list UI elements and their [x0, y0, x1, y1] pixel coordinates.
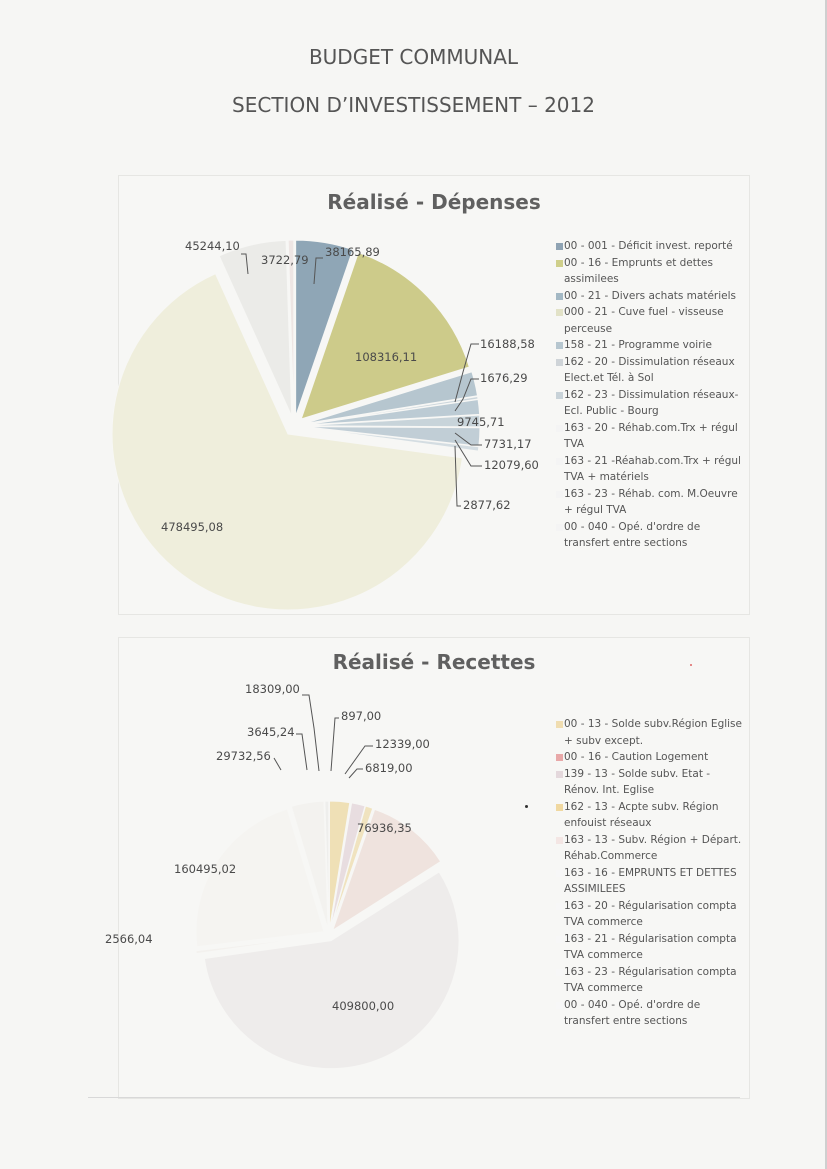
legend-label: 163 - 23 - Réhab. com. M.Oeuvre + régul TVA — [564, 487, 738, 516]
legend-swatch — [556, 969, 563, 976]
data-label: 29732,56 — [216, 749, 271, 763]
legend-label: 00 - 16 - Emprunts et dettes assimilees — [564, 256, 713, 285]
legend-swatch — [556, 1002, 563, 1009]
legend-swatch — [556, 870, 563, 877]
legend-item — [556, 749, 746, 766]
legend-item — [556, 865, 746, 898]
legend-item — [556, 799, 746, 832]
legend-item — [556, 486, 746, 519]
legend-swatch — [556, 837, 563, 844]
chart-title-depenses: Réalisé - Dépenses — [327, 190, 541, 214]
data-label: 897,00 — [341, 709, 382, 723]
leader-line — [296, 734, 307, 770]
data-label: 12339,00 — [375, 737, 430, 751]
legend-item — [556, 997, 746, 1030]
legend-item — [556, 255, 746, 288]
data-label: 2877,62 — [463, 498, 511, 512]
bottom-rule — [88, 1097, 740, 1098]
legend-item — [556, 387, 746, 420]
data-label: 409800,00 — [332, 999, 395, 1013]
legend-item — [556, 519, 746, 552]
legend-swatch — [556, 260, 563, 267]
chart-panel-depenses — [118, 175, 750, 615]
leader-line — [302, 695, 319, 771]
legend-label: 163 - 13 - Subv. Région + Départ. Réhab.Commerce — [564, 833, 742, 862]
legend-label: 00 - 13 - Solde subv.Région Eglise + subv except. — [564, 718, 742, 747]
legend-swatch — [556, 754, 563, 761]
legend-item — [556, 832, 746, 865]
legend-swatch — [556, 392, 563, 399]
legend-swatch — [556, 309, 563, 316]
legend-item — [556, 766, 746, 799]
data-label: 3645,24 — [247, 725, 295, 739]
legend-label: 163 - 20 - Réhab.com.Trx + régul TVA — [564, 421, 738, 450]
legend-swatch — [556, 804, 563, 811]
legend-label: 00 - 040 - Opé. d'ordre de transfert entre sections — [564, 520, 701, 549]
data-label: 7731,17 — [484, 437, 532, 451]
legend-label: 163 - 20 - Régularisation compta TVA commerce — [564, 899, 737, 928]
data-label: 6819,00 — [365, 761, 413, 775]
legend-item — [556, 716, 746, 749]
page-title: BUDGET COMMUNAL — [308, 45, 519, 69]
legend-recettes — [556, 716, 746, 1030]
legend-swatch — [556, 524, 563, 531]
legend-item — [556, 337, 746, 354]
leader-line — [274, 758, 281, 770]
legend-label: 139 - 13 - Solde subv. Etat - Rénov. Int. Eglise — [564, 767, 711, 796]
legend-depenses — [556, 238, 746, 552]
page-subtitle: SECTION D’INVESTISSEMENT – 2012 — [232, 93, 595, 117]
legend-label: 000 - 21 - Cuve fuel - visseuse perceuse — [564, 306, 724, 335]
legend-swatch — [556, 293, 563, 300]
legend-swatch — [556, 771, 563, 778]
legend-label: 00 - 040 - Opé. d'ordre de transfert entre sections — [564, 998, 701, 1027]
legend-swatch — [556, 721, 563, 728]
data-label: 12079,60 — [484, 458, 539, 472]
legend-label: 158 - 21 - Programme voirie — [564, 339, 712, 351]
legend-label: 162 - 23 - Dissimulation réseaux- Ecl. Public - Bourg — [564, 388, 739, 417]
data-label: 9745,71 — [457, 415, 505, 429]
legend-label: 163 - 21 - Régularisation compta TVA commerce — [564, 932, 737, 961]
data-label: 76936,35 — [357, 821, 412, 835]
legend-item — [556, 931, 746, 964]
data-label: 16188,58 — [480, 337, 535, 351]
legend-item — [556, 453, 746, 486]
data-label: 160495,02 — [174, 862, 237, 876]
data-label: 2566,04 — [105, 932, 153, 946]
legend-label: 00 - 001 - Déficit invest. reporté — [564, 240, 733, 252]
stray-speck — [690, 664, 692, 666]
data-label: 3722,79 — [261, 253, 309, 267]
legend-label: 163 - 21 -Réahab.com.Trx + régul TVA + matériels — [564, 454, 741, 483]
data-label: 108316,11 — [355, 350, 418, 364]
legend-label: 00 - 21 - Divers achats matériels — [564, 289, 736, 302]
legend-swatch — [556, 491, 563, 498]
legend-item — [556, 898, 746, 931]
leader-line — [331, 718, 339, 771]
legend-item — [556, 304, 746, 337]
data-label: 18309,00 — [245, 682, 300, 696]
data-label: 478495,08 — [161, 520, 224, 534]
data-label: 38165,89 — [325, 245, 380, 259]
data-label: 45244,10 — [185, 239, 240, 253]
legend-item — [556, 964, 746, 997]
legend-label: 00 - 16 - Caution Logement — [564, 751, 709, 763]
legend-item — [556, 354, 746, 387]
chart-title-recettes: Réalisé - Recettes — [332, 650, 536, 674]
legend-item — [556, 238, 746, 255]
chart-panel-recettes — [105, 637, 750, 1099]
legend-swatch — [556, 243, 563, 250]
data-label: 1676,29 — [480, 371, 528, 385]
legend-swatch — [556, 458, 563, 465]
legend-swatch — [556, 936, 563, 943]
legend-swatch — [556, 425, 563, 432]
legend-label: 162 - 13 - Acpte subv. Région enfouist réseaux — [564, 800, 719, 829]
legend-item — [556, 288, 746, 305]
stray-dot — [525, 805, 528, 808]
legend-item — [556, 420, 746, 453]
legend-label: 163 - 16 - EMPRUNTS ET DETTES ASSIMILEES — [564, 866, 737, 895]
legend-swatch — [556, 342, 563, 349]
legend-swatch — [556, 903, 563, 910]
legend-label: 162 - 20 - Dissimulation réseaux Elect.et Tél. à Sol — [564, 355, 735, 384]
legend-label: 163 - 23 - Régularisation compta TVA commerce — [564, 965, 737, 994]
legend-swatch — [556, 359, 563, 366]
leader-line — [349, 769, 363, 778]
